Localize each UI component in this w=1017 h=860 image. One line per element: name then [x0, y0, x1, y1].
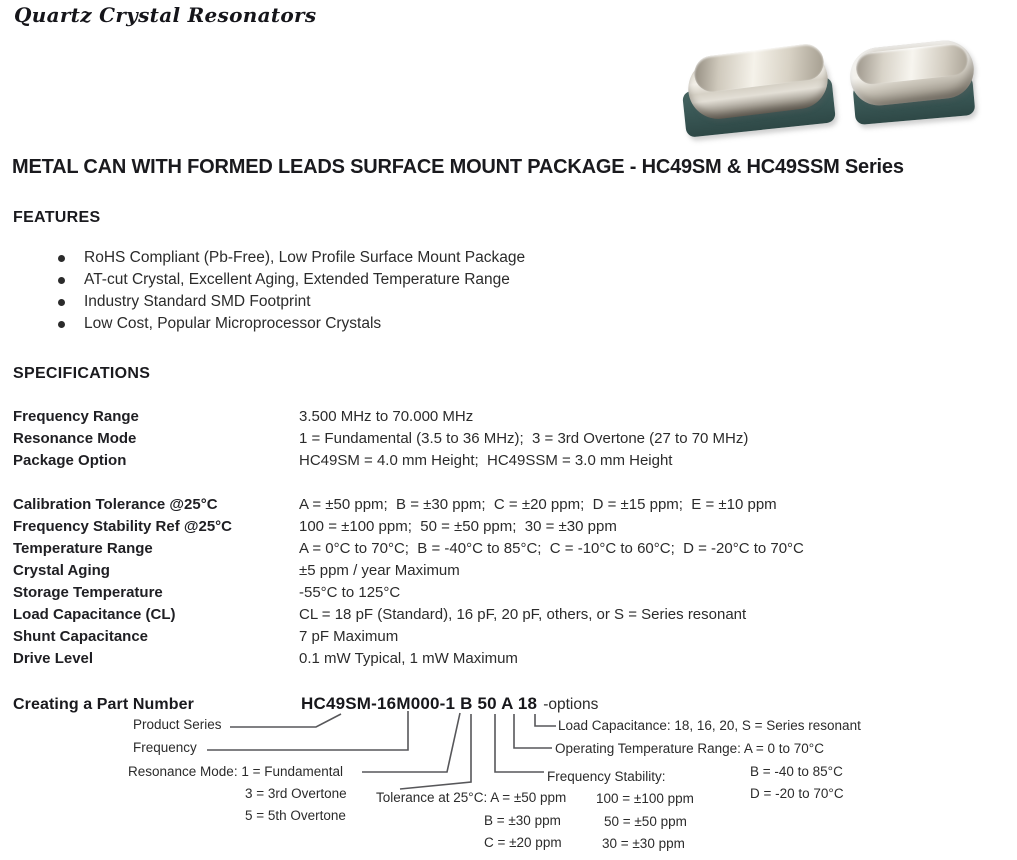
- spec-row: [13, 560, 1003, 582]
- bullet-icon: [58, 255, 65, 262]
- feature-text: Low Cost, Popular Microprocessor Crystals: [84, 315, 382, 332]
- feature-item: [58, 269, 525, 291]
- feature-text: Industry Standard SMD Footprint: [84, 293, 311, 310]
- spec-value: CL = 18 pF (Standard), 16 pF, 20 pF, others, or S = Series resonant: [299, 606, 747, 623]
- spec-label: Temperature Range: [13, 540, 153, 557]
- part-number-diagram: [0, 693, 1017, 860]
- spec-row: [13, 626, 1003, 648]
- label-operating-temp: Operating Temperature Range: A = 0 to 70°C: [555, 741, 824, 756]
- features-list: [58, 247, 525, 335]
- spec-value: -55°C to 125°C: [299, 584, 401, 601]
- spec-label: Resonance Mode: [13, 430, 137, 447]
- feature-item: [58, 313, 525, 335]
- specifications-heading: SPECIFICATIONS: [13, 365, 151, 382]
- spec-row: [13, 582, 1003, 604]
- spec-value: HC49SM = 4.0 mm Height; HC49SSM = 3.0 mm Height: [299, 452, 673, 469]
- spec-row: [13, 406, 1003, 428]
- spec-label: Crystal Aging: [13, 562, 110, 579]
- feature-item: [58, 247, 525, 269]
- spec-label: Load Capacitance (CL): [13, 606, 176, 623]
- spec-value: 0.1 mW Typical, 1 mW Maximum: [299, 650, 518, 667]
- spec-value: 100 = ±100 ppm; 50 = ±50 ppm; 30 = ±30 ppm: [299, 518, 617, 535]
- spec-row: [13, 450, 1003, 472]
- spec-row: [13, 538, 1003, 560]
- features-heading: FEATURES: [13, 209, 101, 226]
- spec-label: Shunt Capacitance: [13, 628, 149, 645]
- spec-row: [13, 648, 1003, 670]
- label-operating-temp-b: B = -40 to 85°C: [750, 764, 843, 779]
- label-stability-100: 100 = ±100 ppm: [596, 791, 694, 806]
- spec-label: Drive Level: [13, 650, 94, 667]
- bullet-icon: [58, 299, 65, 306]
- spec-row: [13, 604, 1003, 626]
- spec-label: Frequency Range: [13, 408, 139, 425]
- photo-hc49sm-package: [678, 26, 840, 140]
- spec-label: Package Option: [13, 452, 127, 469]
- spec-value: ±5 ppm / year Maximum: [299, 562, 460, 579]
- label-resonance-mode: Resonance Mode: 1 = Fundamental: [128, 764, 344, 779]
- label-frequency: Frequency: [133, 740, 197, 755]
- spec-label: Storage Temperature: [13, 584, 163, 601]
- label-stability-30: 30 = ±30 ppm: [602, 836, 685, 851]
- spec-row: [13, 516, 1003, 538]
- spec-label: Calibration Tolerance @25°C: [13, 496, 218, 513]
- spec-value: A = ±50 ppm; B = ±30 ppm; C = ±20 ppm; D = ±15 ppm; E = ±10 ppm: [299, 496, 777, 513]
- spec-label: Frequency Stability Ref @25°C: [13, 518, 233, 535]
- spec-value: A = 0°C to 70°C; B = -40°C to 85°C; C = -10°C to 60°C; D = -20°C to 70°C: [299, 540, 804, 557]
- specifications-table: [13, 406, 1003, 670]
- label-operating-temp-d: D = -20 to 70°C: [750, 786, 844, 801]
- label-load-capacitance: Load Capacitance: 18, 16, 20, S = Series resonant: [558, 718, 861, 733]
- label-stability-50: 50 = ±50 ppm: [604, 814, 687, 829]
- part-number-code: HC49SM-16M000-1 B 50 A 18: [301, 694, 538, 713]
- spec-row: [13, 428, 1003, 450]
- part-number-options-suffix: -options: [543, 696, 599, 713]
- photo-hc49ssm-package: [842, 36, 984, 130]
- spec-value: 3.500 MHz to 70.000 MHz: [299, 408, 474, 425]
- feature-text: AT-cut Crystal, Excellent Aging, Extended Temperature Range: [84, 271, 510, 288]
- spec-value: 7 pF Maximum: [299, 628, 399, 645]
- label-tolerance-c: C = ±20 ppm: [484, 835, 562, 850]
- page-title: Quartz Crystal Resonators: [14, 3, 317, 27]
- feature-item: [58, 291, 525, 313]
- label-resonance-overtone3: 3 = 3rd Overtone: [245, 786, 347, 801]
- spec-value: 1 = Fundamental (3.5 to 36 MHz); 3 = 3rd Overtone (27 to 70 MHz): [299, 430, 749, 447]
- feature-text: RoHS Compliant (Pb-Free), Low Profile Surface Mount Package: [84, 249, 526, 266]
- bullet-icon: [58, 321, 65, 328]
- label-tolerance: Tolerance at 25°C: A = ±50 ppm: [376, 790, 567, 805]
- spec-row: [13, 494, 1003, 516]
- main-heading: METAL CAN WITH FORMED LEADS SURFACE MOUNT PACKAGE - HC49SM & HC49SSM Series: [12, 156, 904, 178]
- bullet-icon: [58, 277, 65, 284]
- part-number-heading: Creating a Part Number: [13, 696, 194, 713]
- label-tolerance-b: B = ±30 ppm: [484, 813, 561, 828]
- label-product-series: Product Series: [133, 717, 222, 732]
- label-frequency-stability: Frequency Stability:: [547, 769, 666, 784]
- label-resonance-overtone5: 5 = 5th Overtone: [245, 808, 346, 823]
